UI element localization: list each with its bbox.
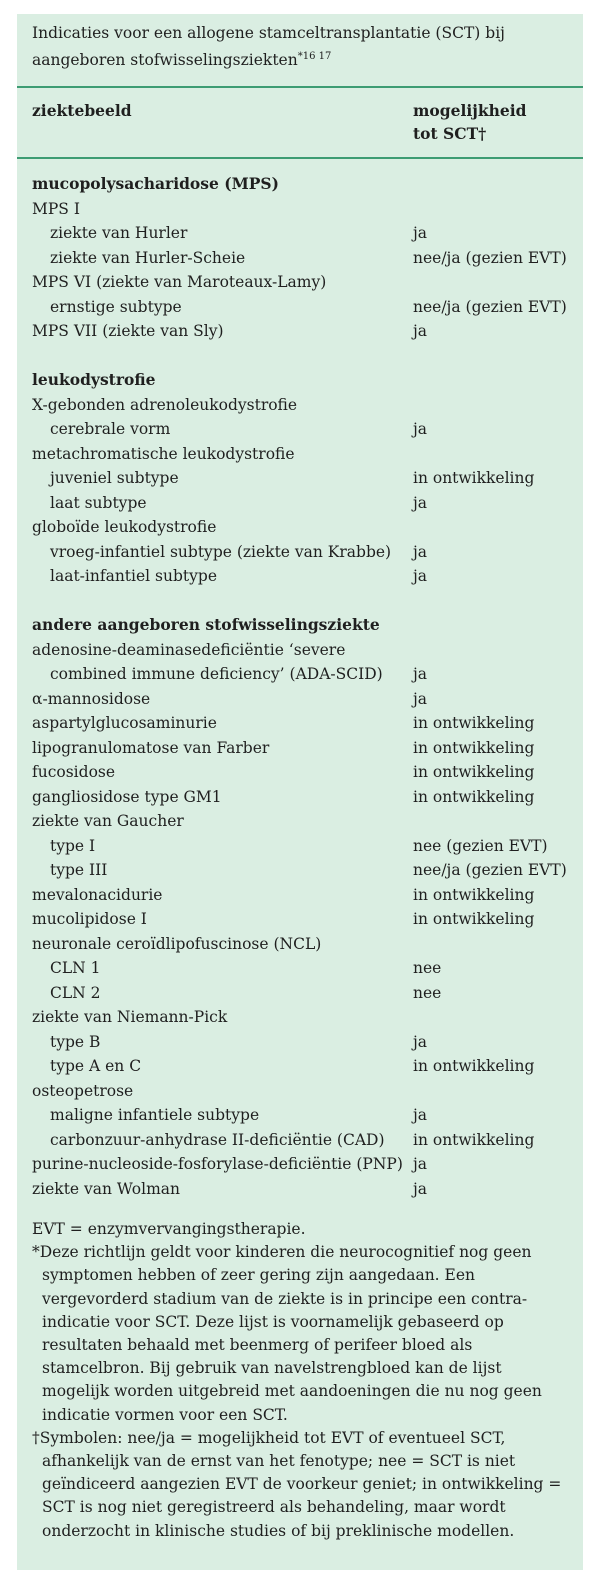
table-row [0, 1054, 600, 1079]
table-body [0, 172, 600, 1201]
row-disease: cerebrale vorm [50, 420, 171, 438]
table-row [0, 687, 600, 712]
table-row [0, 1152, 600, 1177]
table-row [0, 319, 600, 344]
row-disease: ziekte van Niemann-Pick [32, 1008, 228, 1026]
row-disease: ernstige subtype [50, 297, 182, 316]
caption-refs: *16 17 [297, 51, 332, 62]
row-sct-value: in ontwikkeling [413, 1130, 535, 1149]
header-col-sct [413, 99, 526, 145]
row-disease: ziekte van Wolman [32, 1179, 181, 1198]
table-row [0, 1005, 600, 1030]
section-heading [0, 613, 600, 638]
row-sct-value: in ontwikkeling [413, 910, 535, 928]
row-sct-value: ja [413, 1179, 428, 1198]
top-rule [17, 86, 583, 88]
footnotes [32, 1218, 570, 1543]
table-row [0, 466, 600, 491]
row-disease: type A en C [50, 1057, 142, 1075]
row-disease: osteopetrose [32, 1081, 134, 1100]
row-sct-value: ja [413, 542, 428, 561]
table-row [0, 270, 600, 295]
row-disease: type III [50, 861, 108, 879]
row-disease: MPS VI (ziekte van Maroteaux-Lamy) [32, 273, 327, 291]
table-row [0, 1079, 600, 1104]
section-heading [0, 368, 600, 393]
table-row [0, 785, 600, 810]
row-disease: carbonzuur-anhydrase II-deficiëntie (CAD) [50, 1130, 385, 1149]
row-sct-value: nee [413, 959, 442, 977]
footnote: EVT = enzymvervangingstherapie. [32, 1220, 306, 1238]
row-sct-value: ja [413, 665, 428, 683]
table-row [0, 638, 600, 663]
table-row [0, 393, 600, 418]
section-title: mucopolysacharidose (MPS) [32, 174, 279, 193]
row-disease: maligne infantiele subtype [50, 1106, 260, 1124]
section-gap [0, 589, 600, 614]
row-sct-value: nee/ja (gezien EVT) [413, 861, 567, 879]
header-col1-label: ziektebeeld [32, 101, 132, 120]
header-col2-line1: mogelijkheid [413, 101, 527, 120]
row-disease: α-mannosidose [32, 689, 151, 708]
table-row [0, 1103, 600, 1128]
footnote: *Deze richtlijn geldt voor kinderen die neurocognitief nog geen symptomen hebben of zeer gering zijn aangedaan. Een vergevorderd stadium van de ziekte is in principe een contra-indicatie voor SCT. Deze lijst is voornamelijk gebaseerd op resultaten behaald met beenmerg of perifeer bloed als stamcelbron. Bij gebruik van navelstrengbloed kan de lijst mogelijk worden uitgebreid met aandoeningen die nu nog geen indicatie vormen voor een SCT. [32, 1243, 542, 1424]
row-sct-value: nee [413, 983, 442, 1002]
row-sct-value: in ontwikkeling [413, 469, 535, 487]
table-row [0, 736, 600, 761]
table-row [0, 711, 600, 736]
table-row [0, 809, 600, 834]
table-row [0, 221, 600, 246]
row-disease: ziekte van Hurler-Scheie [50, 248, 246, 267]
row-disease: mucolipidose I [32, 910, 147, 928]
row-disease: CLN 1 [50, 959, 101, 977]
row-disease: ziekte van Hurler [50, 224, 188, 242]
row-disease: aspartylglucosaminurie [32, 714, 217, 732]
row-sct-value: in ontwikkeling [413, 787, 535, 806]
row-disease: gangliosidose type GM1 [32, 787, 222, 806]
table-row [0, 981, 600, 1006]
row-disease: juveniel subtype [50, 469, 179, 487]
row-disease: type I [50, 836, 96, 855]
table-row [0, 932, 600, 957]
table-row [0, 858, 600, 883]
row-sct-value: in ontwikkeling [413, 1057, 535, 1075]
row-sct-value: nee (gezien EVT) [413, 836, 548, 855]
row-sct-value: ja [413, 224, 428, 242]
table-row [0, 883, 600, 908]
row-disease: adenosine-deaminasedeficiëntie ‘severe [32, 640, 346, 659]
table-row [0, 956, 600, 981]
row-sct-value: ja [413, 322, 428, 340]
table-row [0, 564, 600, 589]
table-row [0, 834, 600, 859]
row-disease: laat-infantiel subtype [50, 567, 217, 585]
header-col-disease [32, 99, 132, 122]
table-row [0, 442, 600, 467]
row-disease: purine-nucleoside-fosforylase-deficiëntie (PNP) [32, 1155, 403, 1173]
row-disease: MPS I [32, 199, 80, 218]
table-row [0, 246, 600, 271]
row-sct-value: ja [413, 1155, 428, 1173]
row-disease: ziekte van Gaucher [32, 812, 184, 830]
row-disease: laat subtype [50, 493, 147, 512]
row-sct-value: ja [413, 689, 428, 708]
table-row [0, 907, 600, 932]
table-row [0, 491, 600, 516]
row-sct-value: ja [413, 567, 428, 585]
row-sct-value: ja [413, 420, 428, 438]
row-disease: mevalonacidurie [32, 885, 163, 904]
row-sct-value: nee/ja (gezien EVT) [413, 248, 567, 267]
header-rule [17, 157, 583, 159]
row-disease: MPS VII (ziekte van Sly) [32, 322, 224, 340]
header-col2-line2: tot SCT† [413, 124, 487, 143]
row-sct-value: ja [413, 1106, 428, 1124]
footnote: †Symbolen: nee/ja = mogelijkheid tot EVT of eventueel SCT, afhankelijk van de ernst van het fenotype; nee = SCT is niet geïndiceerd aangezien EVT de voorkeur geniet; in ontwikkeling = SCT is nog niet geregistreerd als behandeling, maar wordt onderzocht in klinische studies of bij preklinische modellen. [32, 1428, 562, 1540]
section-title: leukodystrofie [32, 370, 156, 389]
row-disease: CLN 2 [50, 983, 101, 1002]
table-row [0, 1030, 600, 1055]
table-caption [32, 22, 572, 72]
table-row [0, 515, 600, 540]
row-disease: globoïde leukodystrofie [32, 518, 217, 536]
row-sct-value: in ontwikkeling [413, 738, 535, 757]
caption-text: Indicaties voor een allogene stamceltransplantatie (SCT) bij aangeboren stofwisselingsziekten [32, 24, 505, 70]
row-sct-value: in ontwikkeling [413, 885, 535, 904]
table-row [0, 1128, 600, 1153]
row-sct-value: in ontwikkeling [413, 763, 535, 781]
table-row [0, 1177, 600, 1202]
row-disease: type B [50, 1032, 101, 1051]
row-disease: X-gebonden adrenoleukodystrofie [32, 395, 298, 414]
row-disease: fucosidose [32, 763, 116, 781]
row-disease: vroeg-infantiel subtype (ziekte van Krabbe) [50, 542, 392, 561]
section-title: andere aangeboren stofwisselingsziekte [32, 615, 380, 634]
table-row [0, 417, 600, 442]
section-heading [0, 172, 600, 197]
row-sct-value: ja [413, 1032, 428, 1051]
table-row [0, 662, 600, 687]
row-sct-value: nee/ja (gezien EVT) [413, 297, 567, 316]
table-row [0, 760, 600, 785]
row-disease: lipogranulomatose van Farber [32, 738, 270, 757]
row-disease: metachromatische leukodystrofie [32, 444, 295, 463]
row-sct-value: ja [413, 493, 428, 512]
row-disease: neuronale ceroïdlipofuscinose (NCL) [32, 934, 322, 953]
table-row [0, 295, 600, 320]
row-sct-value: in ontwikkeling [413, 714, 535, 732]
table-row [0, 540, 600, 565]
section-gap [0, 344, 600, 369]
table-row [0, 197, 600, 222]
row-disease: combined immune deficiency’ (ADA-SCID) [50, 665, 383, 683]
